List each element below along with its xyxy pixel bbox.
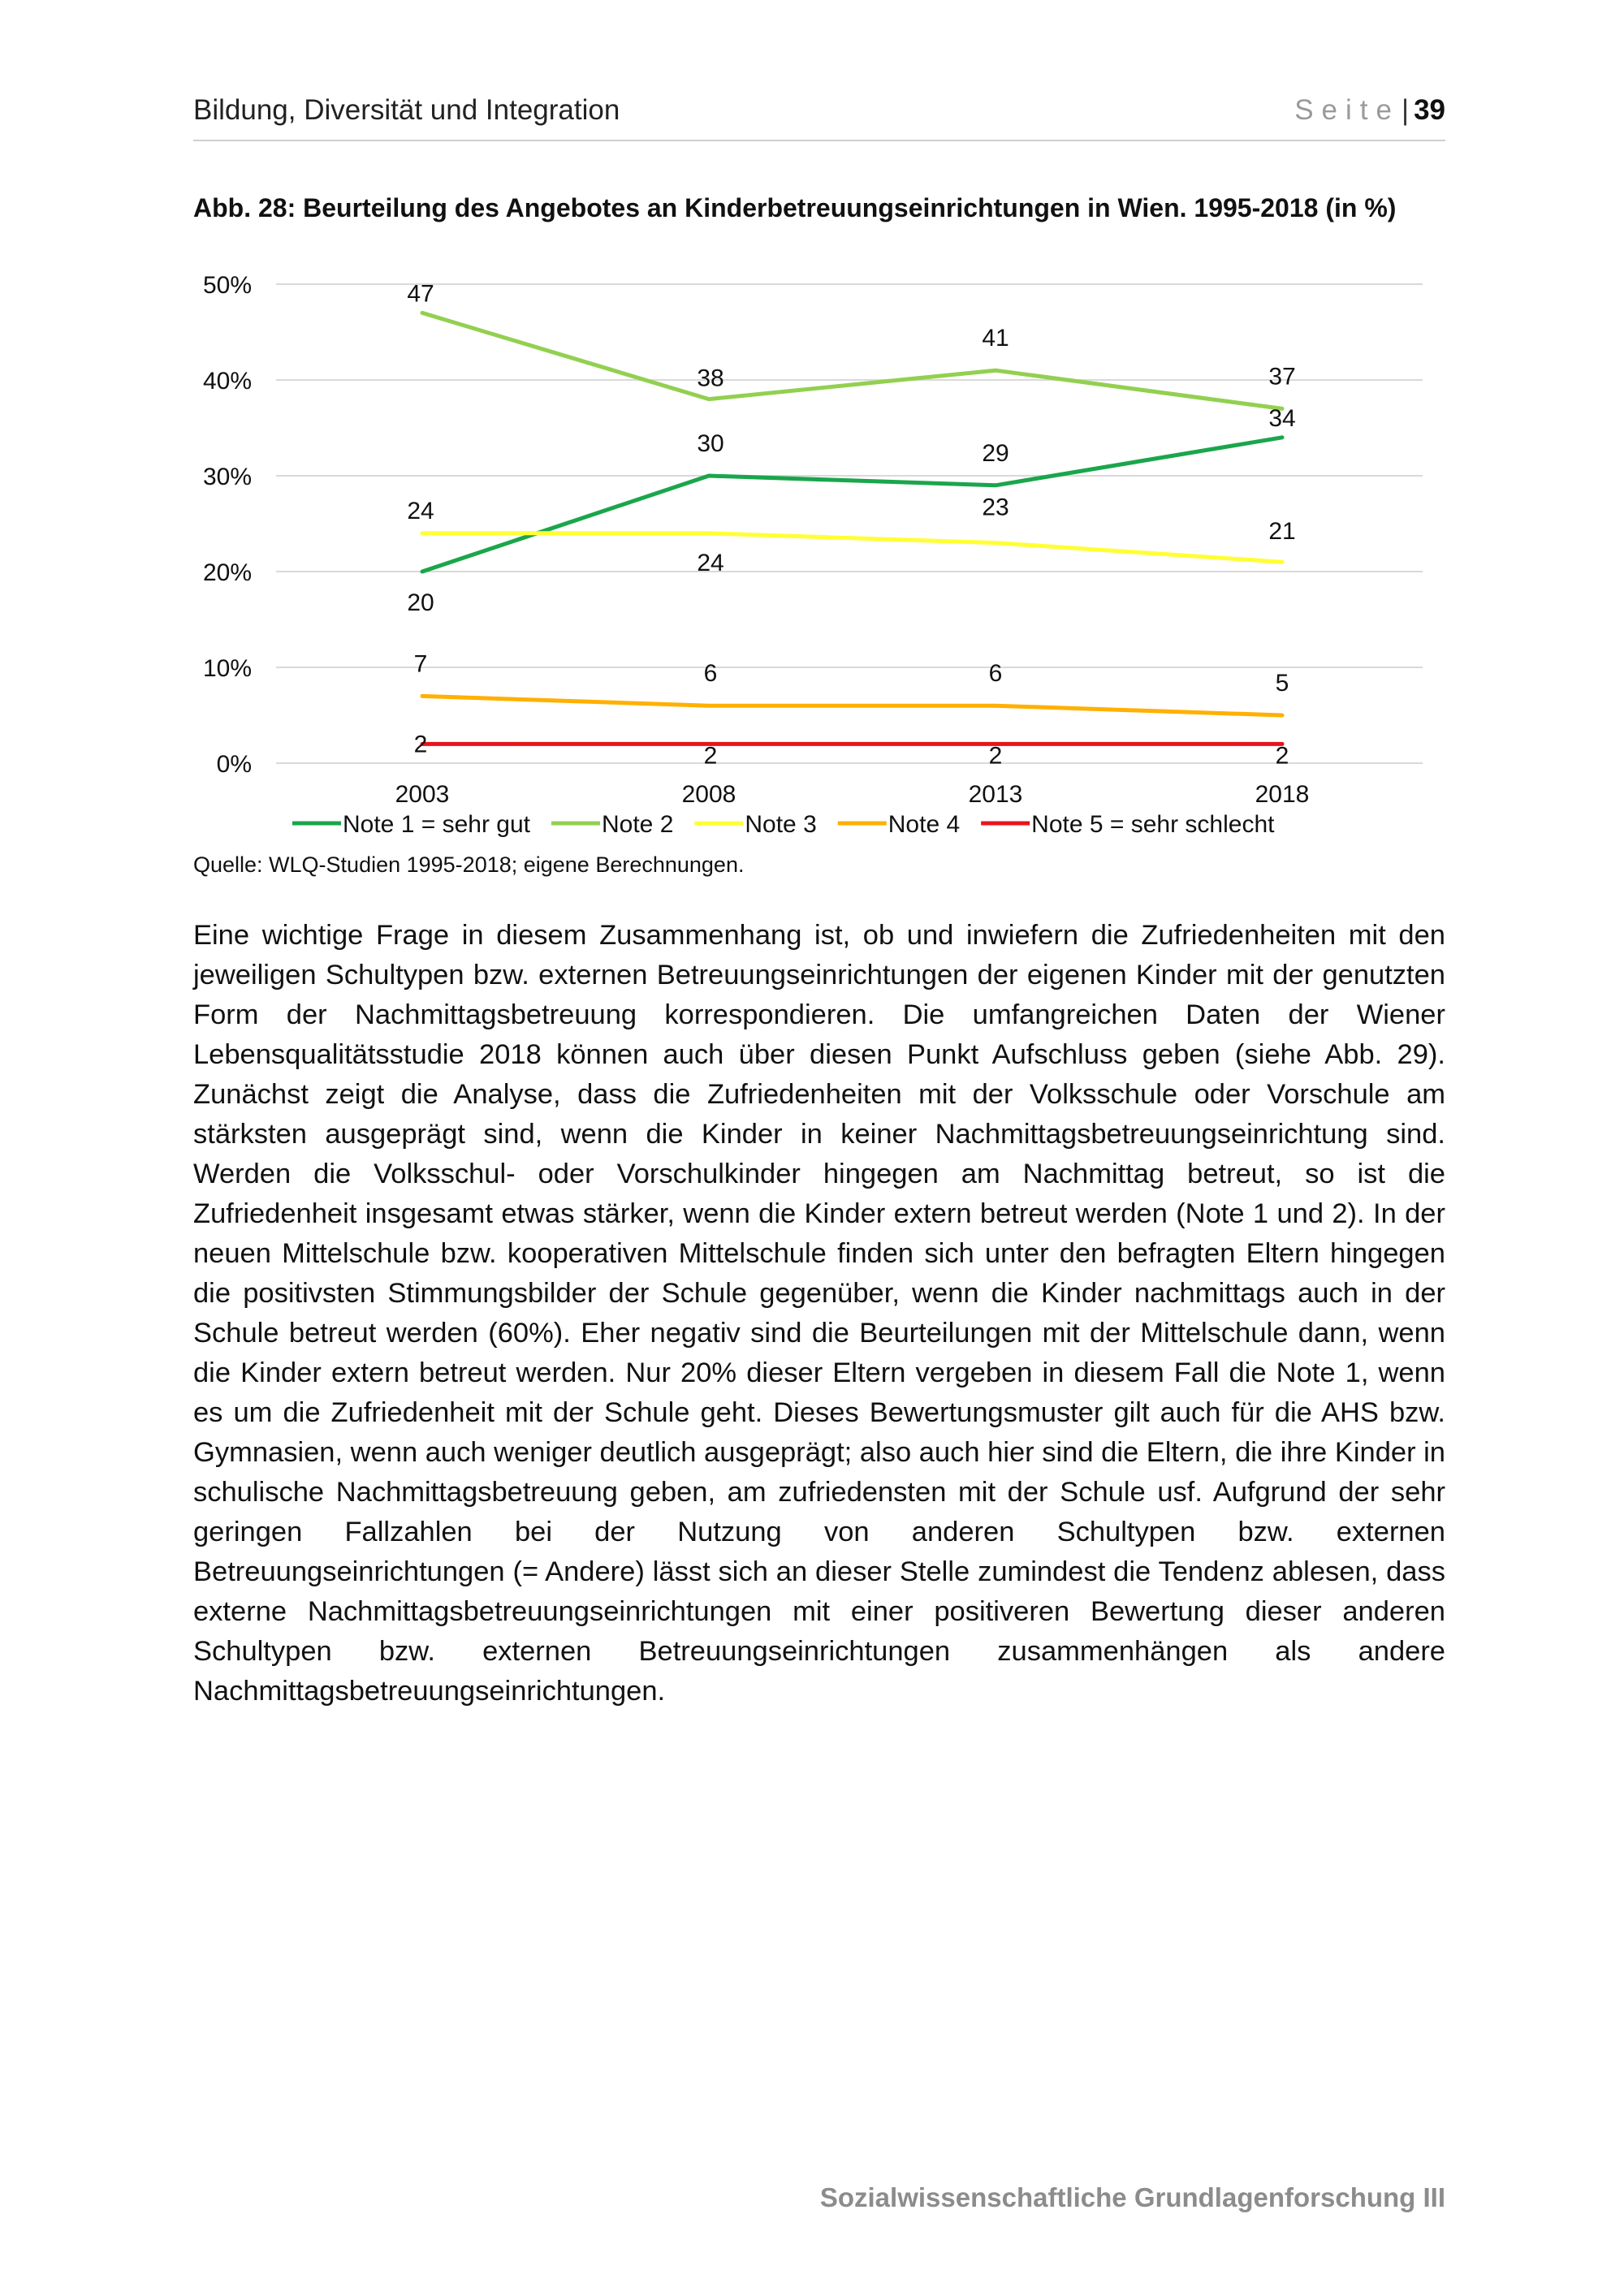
data-label: 47 <box>407 280 434 308</box>
x-tick-label: 2008 <box>681 781 736 808</box>
data-label: 20 <box>407 589 434 616</box>
legend-entry: Note 1 = sehr gut <box>343 811 530 838</box>
x-tick-label: 2018 <box>1255 781 1310 808</box>
page-header <box>193 94 1445 141</box>
data-label: 24 <box>407 497 434 524</box>
data-label: 23 <box>982 494 1009 521</box>
data-label: 2 <box>703 742 718 770</box>
data-label: 21 <box>1268 518 1296 546</box>
legend-entry: Note 3 <box>745 811 817 838</box>
data-label: 41 <box>982 325 1009 352</box>
series-line <box>422 313 1282 408</box>
series-line <box>422 533 1282 562</box>
legend-entry: Note 5 = sehr schlecht <box>1031 811 1275 838</box>
data-label: 2 <box>1275 742 1289 770</box>
running-title: Bildung, Diversität und Integration <box>193 94 620 126</box>
data-label: 7 <box>413 650 428 678</box>
x-tick-label: 2013 <box>968 781 1023 808</box>
figure-source: Quelle: WLQ-Studien 1995-2018; eigene Berechnungen. <box>193 852 745 877</box>
x-tick-label: 2003 <box>395 781 450 808</box>
y-tick-label: 0% <box>216 751 252 778</box>
series-line <box>422 696 1282 715</box>
data-label: 30 <box>697 430 724 457</box>
data-label: 24 <box>697 549 724 576</box>
data-label: 29 <box>982 439 1009 467</box>
data-label: 2 <box>413 731 428 758</box>
page-number: 39 <box>1414 94 1445 126</box>
data-label: 2 <box>988 742 1003 770</box>
line-chart <box>187 260 1453 844</box>
y-tick-label: 10% <box>202 655 252 682</box>
legend-entry: Note 4 <box>888 811 961 838</box>
data-label: 5 <box>1275 670 1289 697</box>
data-label: 6 <box>988 660 1003 688</box>
y-tick-label: 30% <box>202 464 252 490</box>
y-tick-label: 20% <box>202 559 252 586</box>
y-tick-label: 40% <box>202 368 252 395</box>
body-paragraph: Eine wichtige Frage in diesem Zusammenhang ist, ob und inwiefern die Zufriedenheiten mit den jeweiligen Schultypen bzw. externen Betreuungseinrichtungen der eigenen Kinder mit der genutzten Form der Nachmittagsbetreuung korrespondieren. Die umfangreichen Daten der Wiener Lebensqualitätsstudie 2018 können auch über diesen Punkt Aufschluss geben (siehe Abb. 29). Zunächst zeigt die Analyse, dass die Zufriedenheiten mit der Volksschule oder Vorschule am stärksten ausgeprägt sind, wenn die Kinder in keiner Nachmittagsbetreuungseinrichtung sind. Werden die Volksschul- oder Vorschulkinder hingegen am Nachmittag betreut, so ist die Zufriedenheit insgesamt etwas stärker, wenn die Kinder extern betreut werden (Note 1 und 2). In der neuen Mittelschule bzw. kooperativen Mittelschule finden sich unter den befragten Eltern hingegen die positivsten Stimmungsbilder der Schule gegenüber, wenn die Kinder nachmittags auch in der Schule betreut werden (60%). Eher negativ sind die Beurteilungen mit der Mittelschule dann, wenn die Kinder extern betreut werden. Nur 20% dieser Eltern vergeben in diesem Fall die Note 1, wenn es um die Zufriedenheit mit der Schule geht. Dieses Bewertungsmuster gilt auch für die AHS bzw. Gymnasien, wenn auch weniger deutlich ausgeprägt; also auch hier sind die Eltern, die ihre Kinder in schulische Nachmittagsbetreuung geben, am zufriedensten mit der Schule usf. Aufgrund der sehr geringen Fallzahlen bei der Nutzung von anderen Schultypen bzw. externen Betreuungseinrichtungen (= Andere) lässt sich an dieser Stelle zumindest die Tendenz ablesen, dass externe Nachmittagsbetreuungseinrichtungen mit einer positiveren Bewertung dieser anderen Schultypen bzw. externen Betreuungseinrichtungen zusammenhängen als andere Nachmittagsbetreuungseinrichtungen. <box>193 920 1445 1707</box>
data-label: 34 <box>1268 404 1296 432</box>
data-label: 6 <box>703 660 718 688</box>
legend-entry: Note 2 <box>601 811 674 838</box>
page-footer: Sozialwissenschaftliche Grundlagenforschung III <box>819 2182 1445 2212</box>
figure-caption: Abb. 28: Beurteilung des Angebotes an Kinderbetreuungseinrichtungen in Wien. 1995-2018 (in %) <box>193 193 1397 222</box>
data-label: 38 <box>697 365 724 392</box>
page-indicator: Seite| 39 <box>1294 94 1445 126</box>
page-word: Seite <box>1294 94 1400 126</box>
data-label: 37 <box>1268 363 1296 391</box>
y-tick-label: 50% <box>202 272 252 299</box>
